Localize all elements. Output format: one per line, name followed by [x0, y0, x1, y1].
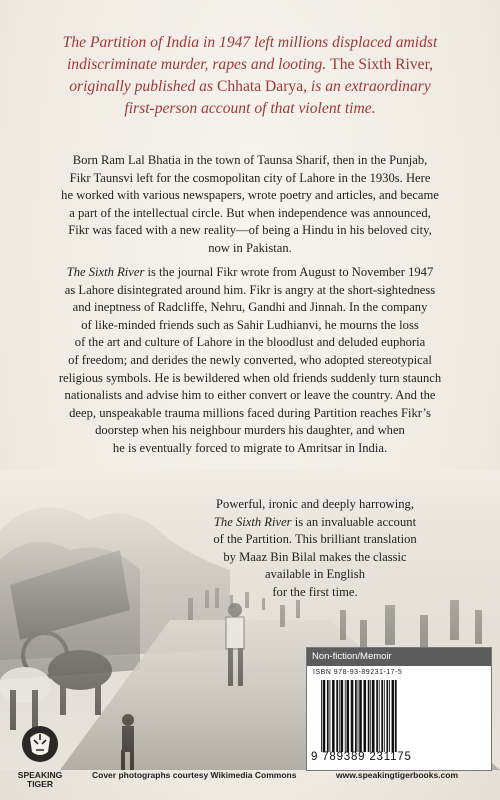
barcode-bar: [351, 680, 354, 752]
barcode-bar: [327, 680, 329, 752]
barcode-bar: [341, 680, 344, 752]
publisher-logo: [10, 722, 70, 794]
barcode-panel: [306, 647, 492, 771]
paragraph-line: Fikr Taunsvi left for the cosmopolitan city of Lahore in the 1930s. Here: [69, 170, 431, 185]
blurb-line: first-person account of that violent time.: [124, 100, 376, 117]
paragraph-line: as Lahore disintegrated around him. Fikr is angry at the short-sightedness: [64, 282, 436, 297]
barcode-bar: [330, 680, 331, 752]
tiger-logo-icon: [20, 722, 60, 766]
paragraph-line: doorstep when his neighbour murders his daughter, and when: [95, 423, 405, 438]
paragraph-line: available in English: [264, 567, 366, 582]
book-title: The Sixth River: [66, 265, 145, 279]
blurb-text: is an extraordinary: [310, 78, 431, 95]
paragraph-line: and ineptness of Radcliffe, Nehru, Gandhi and Jinnah. In the company: [72, 300, 428, 315]
praise-paragraph: [150, 496, 480, 602]
blurb-book-title: The Sixth River,: [330, 56, 434, 73]
paragraph-text: is the journal Fikr wrote from August to November 1947: [144, 265, 434, 279]
paragraph-line: of the art and culture of Lahore in the bloodlust and deluded euphoria: [74, 335, 426, 350]
paragraph-line: of freedom; and derides the newly converted, who adopted stereotypical: [68, 352, 432, 367]
barcode-bar: [323, 680, 326, 752]
barcode-bar: [372, 680, 375, 752]
paragraph-line: by Maaz Bin Bilal makes the classic: [223, 549, 407, 564]
barcode-bar: [389, 680, 390, 752]
publisher-website: www.speakingtigerbooks.com: [336, 770, 459, 780]
paragraph-line: he is eventually forced to migrate to Amritsar in India.: [112, 440, 388, 455]
barcode-bar: [370, 680, 371, 752]
barcode-bar: [368, 680, 370, 752]
barcode-bar: [384, 680, 385, 752]
paragraph-text: is an invaluable account: [291, 514, 417, 529]
paragraph-line: now in Pakistan.: [208, 240, 292, 255]
blurb: [30, 32, 470, 120]
blurb-original-title: Chhata Darya,: [216, 78, 308, 95]
paragraph-line: [28, 264, 472, 282]
logo-line: SPEAKING: [17, 770, 63, 780]
genre-label: Non-fiction/Memoir: [307, 648, 491, 666]
barcode-bar: [381, 680, 383, 752]
paragraph-line: he worked with various newspapers, wrote poetry and articles, and became: [61, 188, 439, 203]
barcode-bar: [364, 680, 367, 752]
paragraph-line: Fikr was faced with a new reality—of being a Hindu in his beloved city,: [68, 223, 432, 238]
barcode-bar: [336, 680, 338, 752]
barcode-bar: [339, 680, 340, 752]
photo-credit: Cover photographs courtesy Wikimedia Commons: [92, 770, 297, 780]
barcode-bar: [395, 680, 397, 752]
paragraph-line: a part of the intellectual circle. But when independence was announced,: [69, 205, 431, 220]
book-title: The Sixth River: [213, 514, 292, 529]
blurb-text: indiscriminate murder, rapes and looting.: [66, 56, 327, 73]
paragraph-line: Powerful, ironic and deeply harrowing,: [216, 497, 414, 511]
barcode-bar: [347, 680, 350, 752]
barcode-bar: [321, 680, 322, 752]
paragraph-line: of the Partition. This brilliant translation: [213, 532, 417, 547]
blurb-text: originally published as: [69, 78, 214, 95]
paragraph-line: religious symbols. He is bewildered when old friends suddenly turn staunch: [58, 370, 442, 385]
barcode: [319, 680, 487, 752]
barcode-bar: [392, 680, 395, 752]
barcode-bar: [386, 680, 388, 752]
barcode-bar: [332, 680, 335, 752]
blurb-line: The Partition of India in 1947 left millions displaced amidst: [62, 34, 438, 51]
barcode-bar: [355, 680, 357, 752]
barcode-bar: [379, 680, 380, 752]
isbn-label: ISBN 978-93-89231-17-5: [313, 669, 403, 676]
paragraph-line: deep, unspeakable trauma millions faced during Partition reaches Fikr’s: [69, 405, 431, 420]
barcode-digits: 9 789389 231175: [311, 751, 412, 763]
paragraph-line: [150, 514, 480, 532]
barcode-bar: [358, 680, 359, 752]
blurb-line: [30, 54, 470, 76]
logo-line: TIGER: [27, 779, 53, 789]
barcode-bar: [345, 680, 346, 752]
paragraph-line: Born Ram Lal Bhatia in the town of Taunsa Sharif, then in the Punjab,: [72, 153, 428, 167]
paragraph-line: nationalists and advise him to either convert or leave the country. And the: [64, 388, 436, 403]
paragraph-line: for the first time.: [272, 584, 358, 599]
synopsis-paragraph: [28, 264, 472, 458]
blurb-line: [30, 76, 470, 98]
barcode-bar: [359, 680, 362, 752]
barcode-bar: [376, 680, 378, 752]
author-paragraph: [34, 152, 466, 258]
paragraph-line: of like-minded friends such as Sahir Ludhianvi, he mourns the loss: [81, 317, 419, 332]
